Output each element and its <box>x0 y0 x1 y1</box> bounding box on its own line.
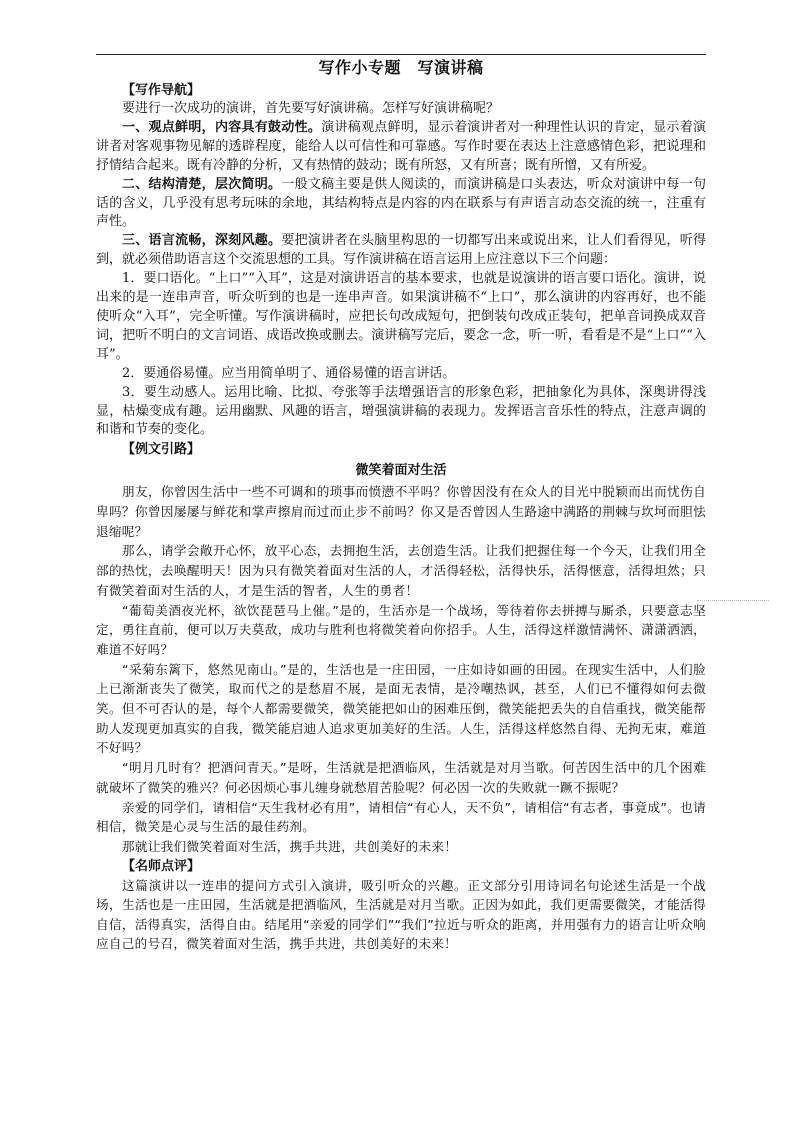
example-paragraph: 朋友，你曾因生活中一些不可调和的琐事而愤懑不平吗？你曾因没有在众人的目光中脱颖而出而忧伤自卑吗？你曾因屡屡与鲜花和掌声擦肩而过而止步不前吗？你又是否曾因人生路途中满路的荆棘与坎坷而胆怯退缩呢？ <box>96 484 706 539</box>
header-rule <box>96 54 706 55</box>
comment-heading: 【名师点评】 <box>122 858 201 874</box>
example-paragraph: 亲爱的同学们，请相信“天生我材必有用”，请相信“有心人，天不负”，请相信“有志者，事竟成”。也请相信，微笑是心灵与生活的最佳药剂。 <box>96 799 706 835</box>
guide-point-2-lead: 二、结构清楚，层次简明。 <box>122 176 282 192</box>
guide-point-1-lead: 一、观点鲜明，内容具有鼓动性。 <box>122 119 322 135</box>
page-title: 写作小专题 写演讲稿 <box>318 58 484 77</box>
example-paragraph: “葡萄美酒夜光杯，欲饮琵琶马上催。”是的，生活亦是一个战场，等待着你去拼搏与厮杀，只要意志坚定，勇往直前，便可以万夫莫敌，成功与胜利也将微笑着向你招手。人生，活得这样激情满怀、潇潇洒洒，难道不好吗？ <box>96 602 706 657</box>
guide-point-1-body: 演讲稿观点鲜明，显示着演讲者对一种理性认识的肯定，显示着演讲者对客观事物见解的透辟程度，能给人以可信性和可靠感。写作时要在表达上注意感情色彩，把说理和抒情结合起来。既有冷静的分析，又有热情的鼓动；既有所怒，又有所喜；既有所憎，又有所爱。 <box>96 119 706 173</box>
example-body <box>96 482 706 856</box>
guide-item-2: 2．要通俗易懂。应当用简单明了、通俗易懂的语言讲话。 <box>122 365 456 381</box>
guide-point-3-body: 要把演讲者在头脑里构思的一切都写出来或说出来，让人们看得见，听得到，就必须借助语言这个交流思想的工具。写作演讲稿在语言运用上应注意以下三个问题： <box>96 233 706 268</box>
guide-point-3-lead: 三、语言流畅，深刻风趣。 <box>122 233 282 249</box>
guide-intro: 要进行一次成功的演讲，首先要写好演讲稿。怎样写好演讲稿呢？ <box>122 101 500 116</box>
example-paragraph: 那么，请学会敞开心怀，放平心态，去拥抱生活，去创造生活。让我们把握住每一个今天，让我们用全部的热忱，去唤醒明天！因为只有微笑着面对生活的人，才活得轻松，活得快乐，活得惬意，活得坦然；只有微笑着面对生活的人，才是生活的智者，人生的勇者！ <box>96 543 706 598</box>
example-heading: 【例文引路】 <box>122 442 201 458</box>
guide-point-3 <box>96 232 706 270</box>
guide-point-2-body: 一般文稿主要是供人阅读的，而演讲稿是口头表达，听众对演讲中每一句话的含义，几乎没有思考玩味的余地，其结构特点是内容的内在联系与有声语言动态交流的统一，注重有声性。 <box>96 176 706 230</box>
example-paragraph: “明月几时有？把酒问青天。”是呀，生活就是把酒临风，生活就是对月当歌。何苦因生活中的几个困难就破坏了微笑的雅兴？何必因烦心事儿缠身就愁眉苦脸呢？何必因一次的失败就一蹶不振呢？ <box>96 760 706 795</box>
comment-body <box>96 876 706 954</box>
example-paragraph: “采菊东篱下，悠然见南山。”是的，生活也是一庄田园，一庄如诗如画的田园。在现实生活中，人们脸上已渐渐丧失了微笑，取而代之的是愁眉不展，是面无表情，是冷嘲热讽，甚至，人们已不懂得如何去微笑。但不可否认的是，每个人都需要微笑，微笑能把如山的困难压倒，微笑能把丢失的自信重找，微笑能帮助人发现更加真实的自我，微笑能启迪人追求更加美好的生活。人生，活得这样悠然自得、无拘无束，难道不好吗？ <box>96 661 706 756</box>
example-title: 微笑着面对生活 <box>355 463 447 479</box>
guide-point-2 <box>96 176 706 233</box>
guide-item-1: 1．要口语化。“上口”“入耳”，这是对演讲语言的基本要求，也就是说演讲的语言要口语化。演讲，说出来的是一连串声音，听众听到的也是一连串声音。如果演讲稿不“上口”，那么演讲的内容再好，也不能使听众“入耳”，完全听懂。写作演讲稿时，应把长句改成短句，把倒装句改成正装句，把单音词换成双音词，把听不明白的文言词语、成语改换或删去。演讲稿写完后，要念一念，听一听，看看是不是“上口”“入耳”。 <box>96 271 706 362</box>
comment-paragraph: 这篇演讲以一连串的提问方式引入演讲，吸引听众的兴趣。正文部分引用诗词名句论述生活是一个战场，生活也是一庄田园，生活就是把酒临风，生活就是对月当歌。正因为如此，我们更需要微笑，才能活得自信，活得真实，活得自由。结尾用“亲爱的同学们”“我们”拉近与听众的距离，并用强有力的语言让听众响应自己的号召，微笑着面对生活，携手共进，共创美好的未来！ <box>96 877 706 952</box>
document-page <box>96 56 706 954</box>
guide-heading: 【写作导航】 <box>122 83 201 98</box>
guide-point-1 <box>96 119 706 176</box>
guide-item-3: 3．要生动感人。运用比喻、比拟、夸张等手法增强语言的形象色彩，把抽象化为具体，深奥讲得浅显，枯燥变成有趣。运用幽默、风趣的语言，增强演讲稿的表现力。发挥语言音乐性的特点，注意声调的和谐和节奏的变化。 <box>96 384 706 438</box>
example-paragraph: 那就让我们微笑着面对生活，携手共进，共创美好的未来！ <box>122 838 458 854</box>
dotted-mark <box>697 600 769 601</box>
